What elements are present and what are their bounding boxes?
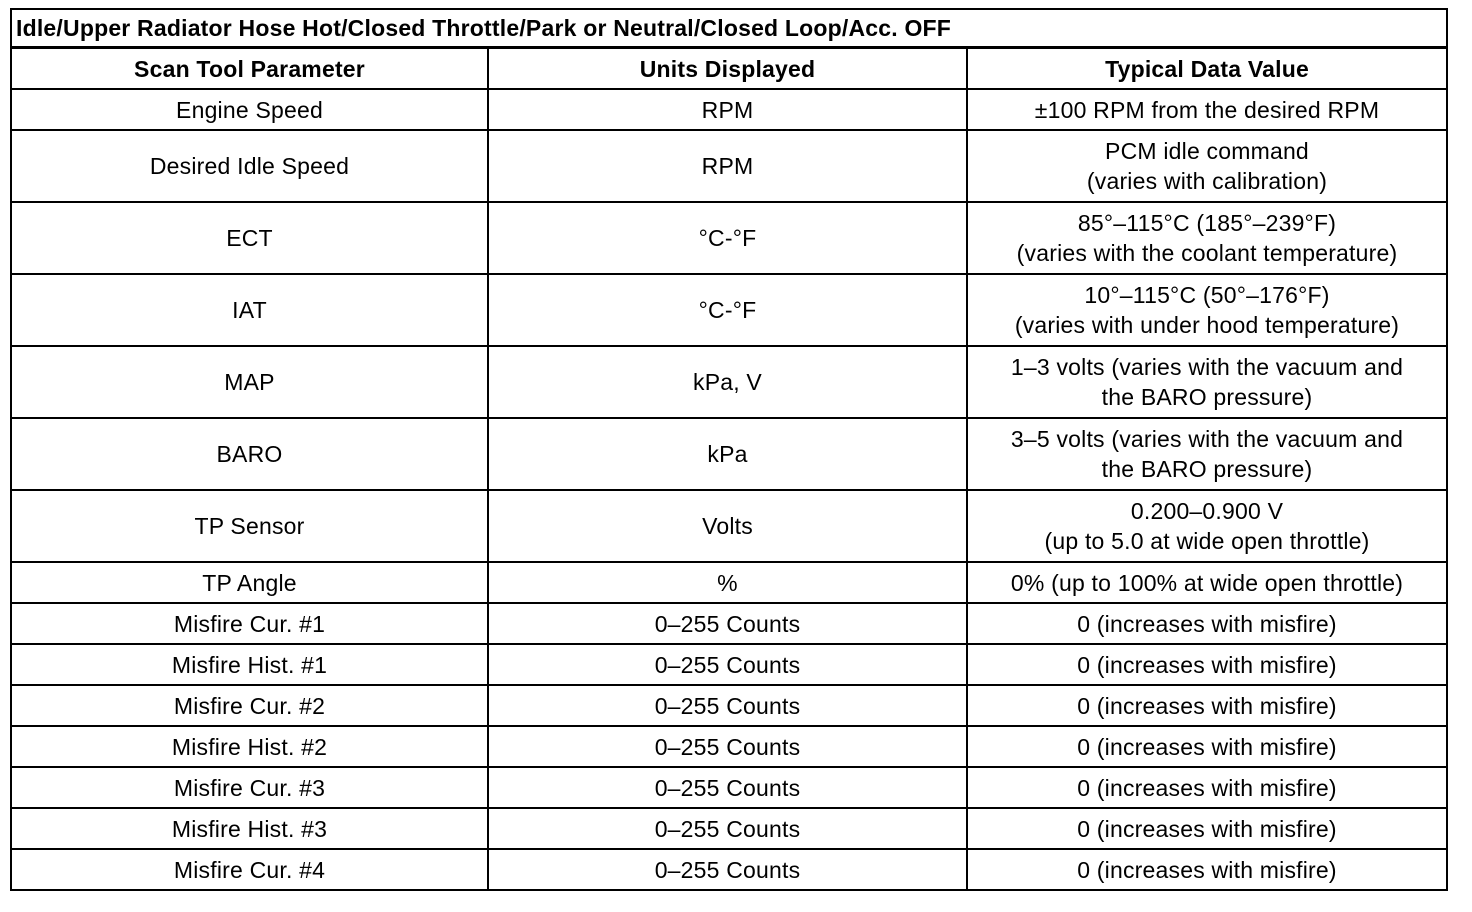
- cell-units: 0–255 Counts: [488, 726, 967, 767]
- cell-parameter: IAT: [11, 274, 488, 346]
- typical-line: 0 (increases with misfire): [1077, 733, 1337, 760]
- cell-parameter: Engine Speed: [11, 89, 488, 130]
- header-typical: Typical Data Value: [967, 48, 1447, 90]
- cell-units: RPM: [488, 130, 967, 202]
- cell-parameter: BARO: [11, 418, 488, 490]
- cell-parameter: Misfire Cur. #2: [11, 685, 488, 726]
- cell-units: 0–255 Counts: [488, 767, 967, 808]
- table-row: [11, 685, 1447, 726]
- cell-units: 0–255 Counts: [488, 685, 967, 726]
- cell-typical: [967, 685, 1447, 726]
- table-body: [11, 89, 1447, 890]
- typical-line: 10°–115°C (50°–176°F): [1084, 282, 1330, 308]
- typical-line: PCM idle command: [1105, 138, 1309, 164]
- table-row: [11, 418, 1447, 490]
- table-row: [11, 346, 1447, 418]
- typical-line: 3–5 volts (varies with the vacuum and: [1010, 426, 1404, 452]
- cell-parameter: ECT: [11, 202, 488, 274]
- cell-units: 0–255 Counts: [488, 808, 967, 849]
- table-row: [11, 562, 1447, 603]
- table-title-row: [11, 9, 1447, 48]
- cell-typical: [967, 767, 1447, 808]
- table-row: [11, 202, 1447, 274]
- typical-line: (up to 5.0 at wide open throttle): [1044, 528, 1370, 554]
- cell-typical: [967, 89, 1447, 130]
- table-row: [11, 603, 1447, 644]
- cell-parameter: MAP: [11, 346, 488, 418]
- table-title: Idle/Upper Radiator Hose Hot/Closed Throttle/Park or Neutral/Closed Loop/Acc. OFF: [11, 9, 1447, 48]
- cell-parameter: Misfire Hist. #2: [11, 726, 488, 767]
- cell-parameter: Misfire Hist. #3: [11, 808, 488, 849]
- cell-units: °C-°F: [488, 202, 967, 274]
- table-row: [11, 767, 1447, 808]
- typical-line: ±100 RPM from the desired RPM: [1034, 96, 1380, 123]
- typical-line: 0 (increases with misfire): [1077, 651, 1337, 678]
- cell-typical: [967, 346, 1447, 418]
- table-row: [11, 274, 1447, 346]
- cell-typical: [967, 418, 1447, 490]
- cell-parameter: TP Angle: [11, 562, 488, 603]
- cell-units: °C-°F: [488, 274, 967, 346]
- table-row: [11, 490, 1447, 562]
- typical-line: 0 (increases with misfire): [1077, 815, 1337, 842]
- table-header-row: [11, 48, 1447, 90]
- cell-units: 0–255 Counts: [488, 849, 967, 890]
- cell-units: Volts: [488, 490, 967, 562]
- cell-units: 0–255 Counts: [488, 644, 967, 685]
- typical-line: 0 (increases with misfire): [1077, 692, 1337, 719]
- typical-line: (varies with under hood temperature): [1014, 312, 1400, 338]
- table-row: [11, 644, 1447, 685]
- cell-parameter: Desired Idle Speed: [11, 130, 488, 202]
- cell-typical: [967, 562, 1447, 603]
- table-row: [11, 130, 1447, 202]
- cell-parameter: TP Sensor: [11, 490, 488, 562]
- cell-typical: [967, 130, 1447, 202]
- cell-units: 0–255 Counts: [488, 603, 967, 644]
- cell-units: kPa: [488, 418, 967, 490]
- cell-parameter: Misfire Hist. #1: [11, 644, 488, 685]
- cell-typical: [967, 644, 1447, 685]
- cell-parameter: Misfire Cur. #1: [11, 603, 488, 644]
- typical-line: the BARO pressure): [1101, 456, 1313, 482]
- cell-units: %: [488, 562, 967, 603]
- cell-typical: [967, 274, 1447, 346]
- cell-typical: [967, 849, 1447, 890]
- cell-typical: [967, 603, 1447, 644]
- header-units: Units Displayed: [488, 48, 967, 90]
- table-row: [11, 808, 1447, 849]
- cell-typical: [967, 726, 1447, 767]
- typical-line: 0.200–0.900 V: [1130, 498, 1284, 524]
- table-row: [11, 726, 1447, 767]
- scan-data-table: [10, 8, 1448, 891]
- typical-line: 85°–115°C (185°–239°F): [1077, 210, 1337, 236]
- typical-line: (varies with calibration): [1086, 168, 1328, 194]
- cell-typical: [967, 808, 1447, 849]
- cell-parameter: Misfire Cur. #4: [11, 849, 488, 890]
- cell-typical: [967, 490, 1447, 562]
- table-row: [11, 89, 1447, 130]
- table-row: [11, 849, 1447, 890]
- cell-typical: [967, 202, 1447, 274]
- typical-line: the BARO pressure): [1101, 384, 1313, 410]
- header-parameter: Scan Tool Parameter: [11, 48, 488, 90]
- typical-line: (varies with the coolant temperature): [1016, 240, 1398, 266]
- typical-line: 0 (increases with misfire): [1077, 856, 1337, 883]
- cell-units: RPM: [488, 89, 967, 130]
- cell-parameter: Misfire Cur. #3: [11, 767, 488, 808]
- cell-units: kPa, V: [488, 346, 967, 418]
- typical-line: 0% (up to 100% at wide open throttle): [1010, 569, 1404, 596]
- typical-line: 1–3 volts (varies with the vacuum and: [1010, 354, 1404, 380]
- typical-line: 0 (increases with misfire): [1077, 610, 1337, 637]
- typical-line: 0 (increases with misfire): [1077, 774, 1337, 801]
